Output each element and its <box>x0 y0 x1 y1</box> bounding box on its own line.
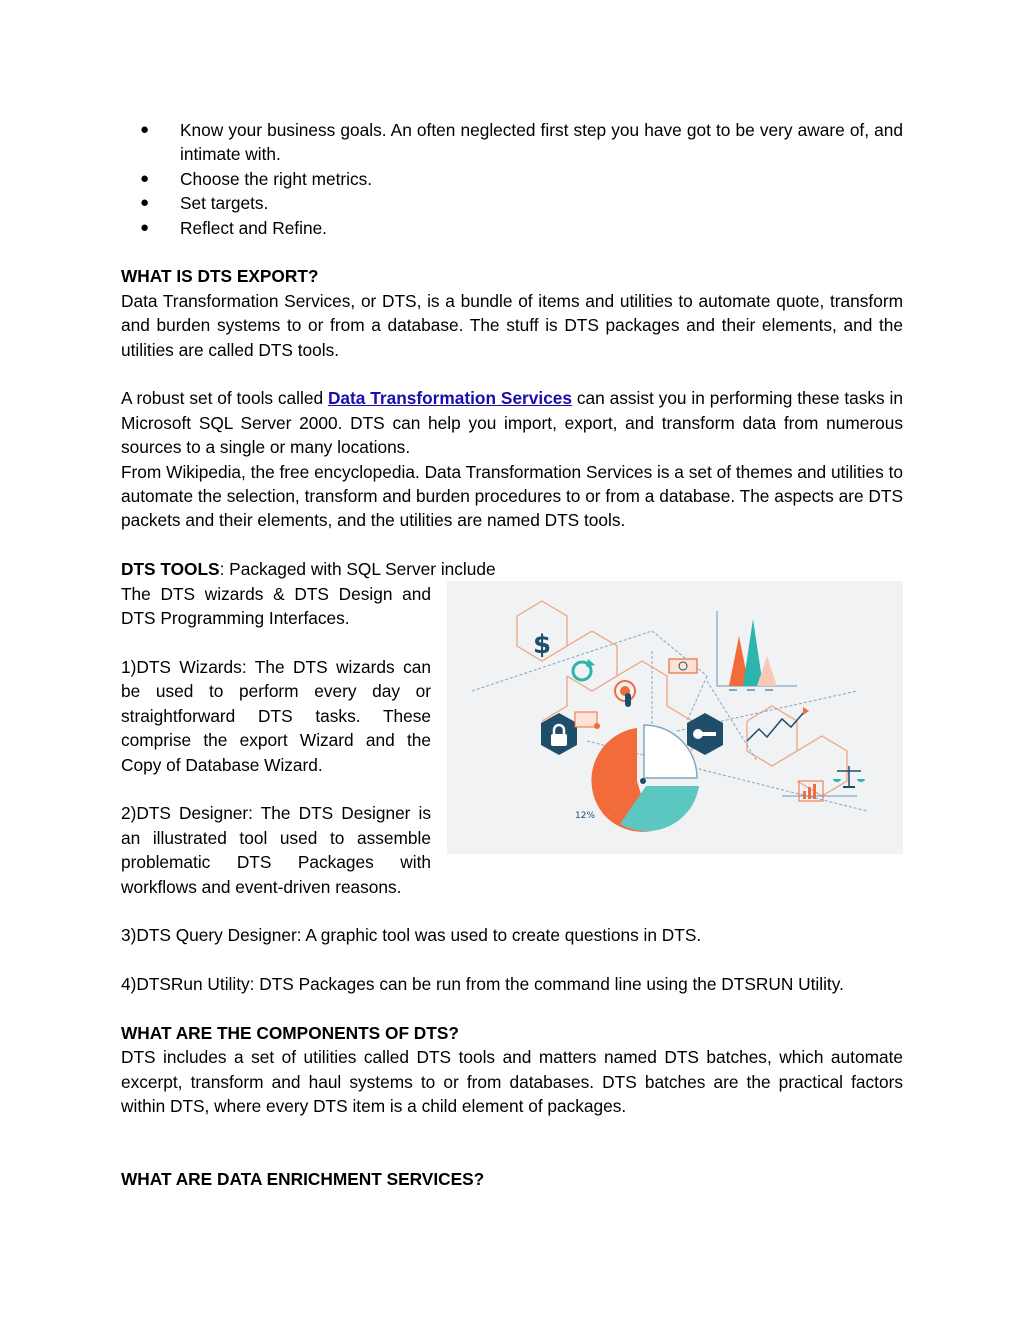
trend-line-icon <box>747 707 809 741</box>
robust-paragraph: A robust set of tools called Data Transformation Services can assist you in performing these tasks in Microsoft SQL Server 2000. DTS can help you import, export, and transform data from numerous sources to a single or many locations. <box>121 388 903 458</box>
enrichment-heading: WHAT ARE DATA ENRICHMENT SERVICES? <box>121 1169 485 1190</box>
tools-text-column <box>121 582 431 899</box>
list-item: ● Set targets. <box>121 191 903 215</box>
dts-link[interactable]: Data Transformation Services <box>327 388 573 409</box>
card-icon <box>575 712 600 729</box>
triangle-chart-icon <box>729 619 777 691</box>
export-heading: WHAT IS DTS EXPORT? <box>121 266 319 287</box>
tools-intro: The DTS wizards & DTS Design and DTS Programming Interfaces. <box>121 583 431 629</box>
tools-section <box>121 557 903 899</box>
bullet-icon: ● <box>140 121 150 138</box>
dollar-icon <box>533 630 551 660</box>
pie-percent-label: 12% <box>575 811 596 822</box>
axis-lines <box>717 611 857 796</box>
document-page <box>121 118 903 1192</box>
list-item: ● Choose the right metrics. <box>121 167 903 191</box>
bullet-icon: ● <box>140 218 150 236</box>
tools-item-designer: 2)DTS Designer: The DTS Designer is an illustrated tool used to assemble problematic DTS Packages with workflows and event-driven reasons. <box>121 803 431 897</box>
tools-heading-line: DTS TOOLS: Packaged with SQL Server include <box>121 559 496 580</box>
data-illustration <box>447 581 903 854</box>
bullet-icon: ● <box>140 194 150 212</box>
wikipedia-paragraph: From Wikipedia, the free encyclopedia. Data Transformation Services is a set of themes and utilities to automate the selection, transform and burden procedures to or from a database. The aspects are DTS packets and their elements, and the utilities are named DTS tools. <box>121 461 903 531</box>
tools-item-wizards: 1)DTS Wizards: The DTS wizards can be used to perform every day or straightforward DTS tasks. These comprise the export Wizard and the Copy of Database Wizard. <box>121 656 431 775</box>
refresh-icon <box>573 659 595 680</box>
pie-chart-icon <box>591 725 699 832</box>
lock-icon <box>541 713 577 755</box>
tools-label: DTS TOOLS <box>121 559 220 580</box>
components-heading: WHAT ARE THE COMPONENTS OF DTS? <box>121 1022 459 1043</box>
goals-list <box>121 118 903 240</box>
list-item: ● Reflect and Refine. <box>121 216 903 240</box>
hex-lines-blue <box>472 631 867 811</box>
tools-item-query-designer: 3)DTS Query Designer: A graphic tool was used to create questions in DTS. <box>121 925 702 946</box>
touch-icon <box>615 681 635 707</box>
illustration-svg <box>447 581 903 854</box>
export-paragraph: Data Transformation Services, or DTS, is a bundle of items and utilities to automate quote, transform and burden systems to or from a database. The stuff is DTS packages and their elements, and the utilities are called DTS tools. <box>121 290 903 360</box>
svg-text:$: $ <box>532 630 552 661</box>
list-item: ● Know your business goals. An often neglected first step you have got to be very aware of, and intimate with. <box>140 120 903 165</box>
bullet-icon: ● <box>140 169 150 187</box>
components-paragraph: DTS includes a set of utilities called DTS tools and matters named DTS batches, which automate excerpt, transform and haul systems to or from databases. DTS batches are the practical factors within DTS, where every DTS item is a child element of packages. <box>121 1047 903 1117</box>
money-bill-icon <box>669 659 697 673</box>
scales-icon <box>833 766 865 788</box>
tools-item-dtsrun: 4)DTSRun Utility: DTS Packages can be run from the command line using the DTSRUN Utility. <box>121 974 844 995</box>
